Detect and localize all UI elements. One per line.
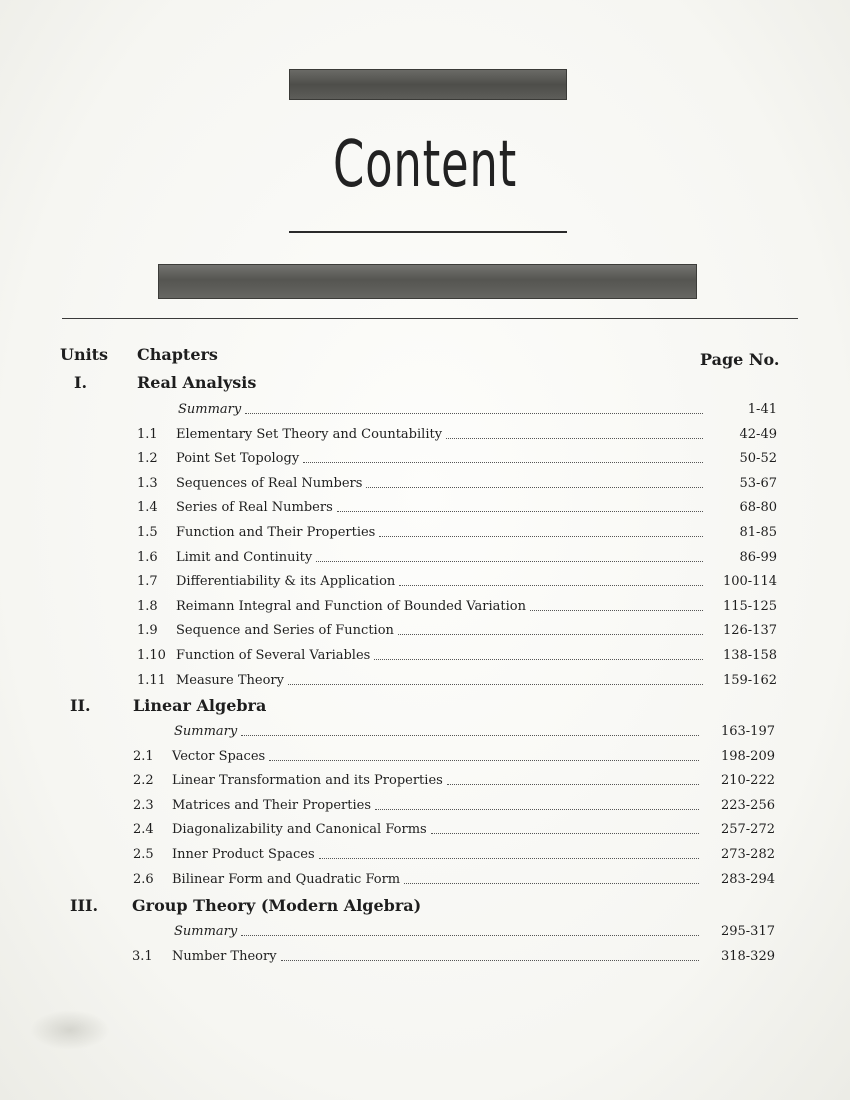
section-number: 1.6 <box>137 549 158 565</box>
page-range: 1-41 <box>747 402 777 417</box>
page-title: Content <box>332 128 518 202</box>
toc-entry <box>0 822 850 842</box>
page-range: 210-222 <box>720 773 775 789</box>
toc-entry <box>0 599 850 619</box>
section-title: Summary <box>174 924 238 939</box>
section-number: 3.1 <box>132 948 153 964</box>
unit-title: Linear Algebra <box>133 696 267 715</box>
dot-leader <box>404 883 699 884</box>
section-number: 2.2 <box>133 773 154 789</box>
section-title: Function and Their Properties <box>176 525 376 540</box>
page-range: 163-197 <box>720 724 775 739</box>
dot-leader <box>399 585 703 586</box>
units-header: Units <box>60 345 109 364</box>
page-range: 100-114 <box>722 574 777 590</box>
section-number: 2.6 <box>133 871 154 887</box>
toc-entry <box>0 749 850 769</box>
page-range: 50-52 <box>739 451 777 467</box>
dot-leader <box>366 487 703 488</box>
toc-entry <box>0 525 850 545</box>
dot-leader <box>241 935 699 936</box>
dot-leader <box>316 561 703 562</box>
toc-entry <box>0 798 850 818</box>
toc-entry <box>0 574 850 594</box>
dot-leader <box>303 462 703 463</box>
toc-entry <box>0 500 850 520</box>
dot-leader <box>530 610 703 611</box>
section-title: Sequences of Real Numbers <box>176 475 363 491</box>
page-range: 138-158 <box>722 648 777 663</box>
section-title: Summary <box>178 402 242 417</box>
page-range: 68-80 <box>739 500 777 516</box>
dot-leader <box>241 735 699 736</box>
section-number: 2.5 <box>133 847 154 862</box>
section-title: Vector Spaces <box>172 748 266 764</box>
toc-entry <box>0 451 850 471</box>
page-range: 198-209 <box>720 748 775 764</box>
section-number: 2.3 <box>133 797 154 813</box>
page-range: 283-294 <box>720 871 775 887</box>
page-range: 81-85 <box>739 525 777 540</box>
dot-leader <box>288 684 703 685</box>
section-title: Bilinear Form and Quadratic Form <box>172 871 401 887</box>
page-range: 273-282 <box>720 847 775 862</box>
section-number: 1.10 <box>137 648 166 663</box>
header-divider <box>62 318 798 319</box>
section-number: 1.8 <box>137 598 158 614</box>
section-title: Limit and Continuity <box>176 549 313 565</box>
section-number: 1.9 <box>137 623 158 639</box>
unit-numeral: I. <box>74 373 88 392</box>
toc-entry <box>0 476 850 496</box>
section-title: Sequence and Series of Function <box>176 623 394 639</box>
section-title: Point Set Topology <box>176 451 300 467</box>
section-number: 1.1 <box>137 426 158 442</box>
unit-title: Real Analysis <box>137 373 257 392</box>
page-range: 126-137 <box>722 623 777 639</box>
dot-leader <box>245 413 703 414</box>
section-title: Number Theory <box>172 948 277 964</box>
dot-leader <box>379 536 703 537</box>
dot-leader <box>375 809 699 810</box>
dot-leader <box>398 634 703 635</box>
page-range: 42-49 <box>739 426 777 442</box>
page-range: 159-162 <box>722 672 777 688</box>
toc-entry <box>0 427 850 447</box>
section-title: Reimann Integral and Function of Bounded Variation <box>176 598 526 614</box>
section-number: 2.1 <box>133 748 154 764</box>
section-number: 1.3 <box>137 475 158 491</box>
page-smudge <box>30 1010 110 1050</box>
toc-entry <box>0 924 850 944</box>
section-title: Measure Theory <box>176 672 284 688</box>
section-title: Differentiability & its Application <box>176 574 396 590</box>
toc-entry <box>0 949 850 969</box>
toc-entry <box>0 648 850 668</box>
dot-leader <box>431 833 699 834</box>
unit-numeral: II. <box>70 696 91 715</box>
decorative-bar-top <box>289 69 567 100</box>
toc-entry <box>0 550 850 570</box>
page-range: 318-329 <box>720 948 775 964</box>
dot-leader <box>446 438 703 439</box>
section-title: Elementary Set Theory and Countability <box>176 426 443 442</box>
toc-entry <box>0 773 850 793</box>
section-number: 1.5 <box>137 525 158 540</box>
page-range: 257-272 <box>720 822 775 838</box>
dot-leader <box>319 858 699 859</box>
toc-entry <box>0 673 850 693</box>
dot-leader <box>281 960 699 961</box>
section-title: Diagonalizability and Canonical Forms <box>172 822 427 838</box>
title-underline <box>289 231 567 233</box>
section-number: 1.2 <box>137 451 158 467</box>
section-title: Linear Transformation and its Properties <box>172 773 443 789</box>
section-title: Function of Several Variables <box>176 648 371 663</box>
page-no-header: Page No. <box>700 350 780 369</box>
page-range: 295-317 <box>720 924 775 939</box>
unit-numeral: III. <box>70 896 99 915</box>
chapters-header: Chapters <box>137 345 218 364</box>
page-range: 223-256 <box>720 797 775 813</box>
section-number: 1.4 <box>137 500 158 516</box>
unit-title: Group Theory (Modern Algebra) <box>132 896 422 915</box>
page-range: 86-99 <box>739 549 777 565</box>
section-title: Summary <box>174 724 238 739</box>
toc-entry <box>0 724 850 744</box>
section-title: Inner Product Spaces <box>172 847 315 862</box>
toc-entry <box>0 623 850 643</box>
dot-leader <box>374 659 703 660</box>
dot-leader <box>337 511 703 512</box>
section-number: 1.11 <box>137 672 166 688</box>
section-title: Matrices and Their Properties <box>172 797 372 813</box>
toc-entry <box>0 872 850 892</box>
page-range: 53-67 <box>739 475 777 491</box>
dot-leader <box>269 760 699 761</box>
section-title: Series of Real Numbers <box>176 500 333 516</box>
page-range: 115-125 <box>722 598 777 614</box>
dot-leader <box>447 784 699 785</box>
toc-entry <box>0 847 850 867</box>
section-number: 2.4 <box>133 822 154 838</box>
section-number: 1.7 <box>137 574 158 590</box>
decorative-bar-bottom <box>158 264 697 299</box>
toc-entry <box>0 402 850 422</box>
